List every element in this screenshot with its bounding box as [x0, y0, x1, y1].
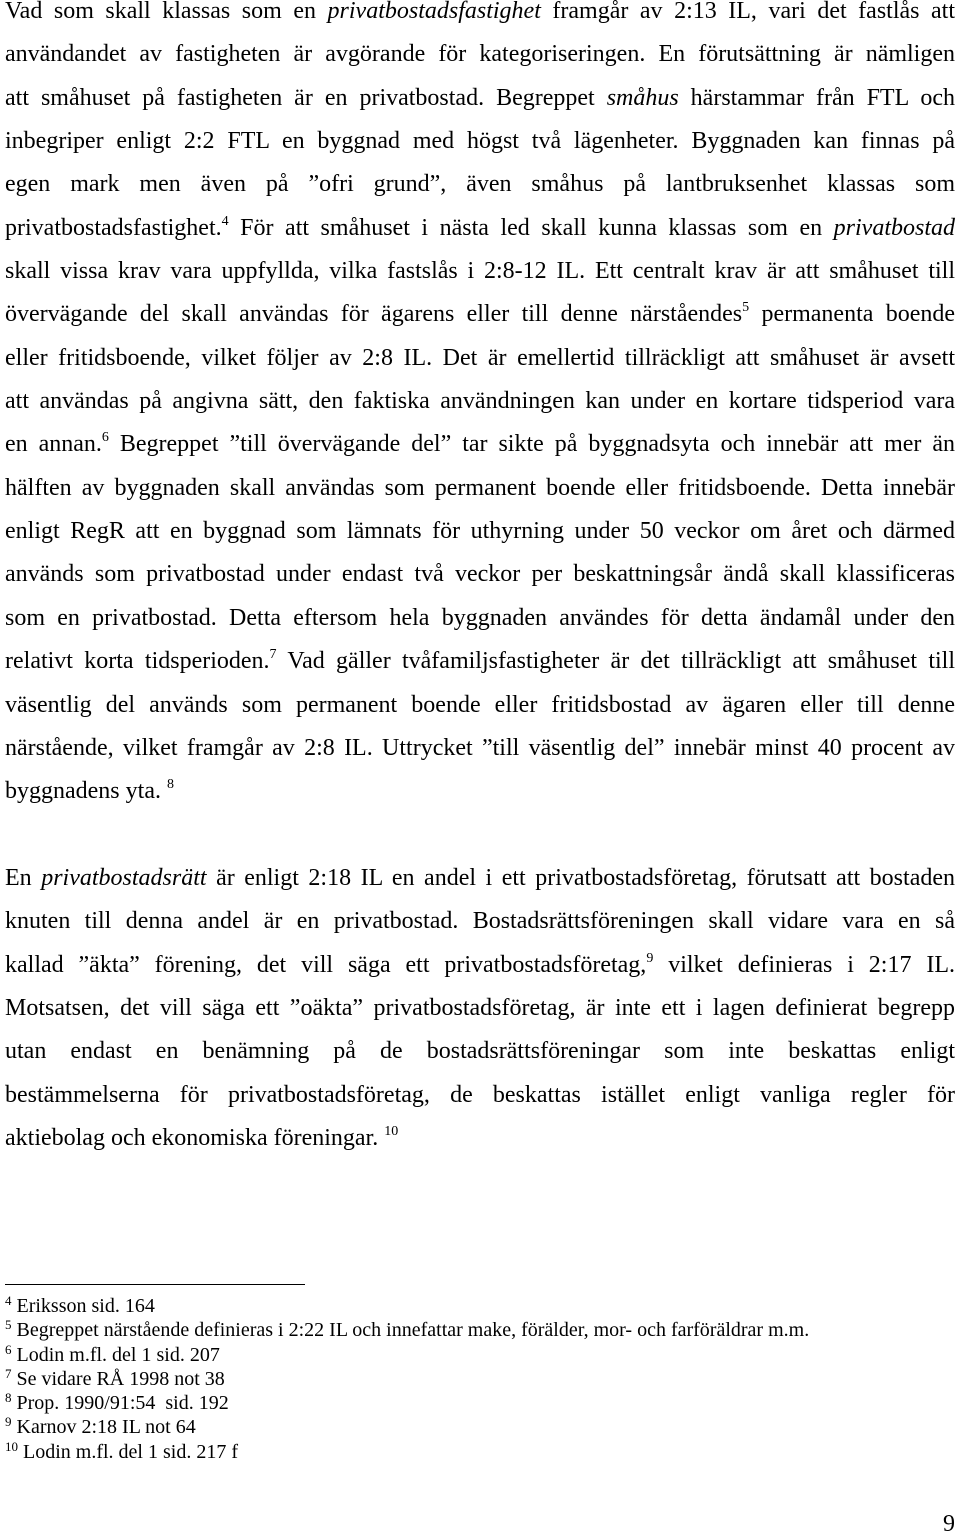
text-run: väsentlig del används som permanent boende eller fritidsbostad av ägaren eller till denne — [5, 691, 955, 718]
italic-term: småhus — [606, 84, 679, 111]
footnote-reference: 6 — [101, 430, 109, 446]
text-line — [5, 474, 955, 520]
text-line — [5, 777, 955, 823]
text-run: aktiebolag och ekonomiska föreningar. — [5, 1124, 385, 1151]
text-run: skall vissa krav vara uppfyllda, vilka fastslås i 2:8-12 IL. Ett centralt krav är att småhuset till — [5, 258, 955, 285]
text-run: en annan. — [5, 431, 102, 458]
text-run: För att småhuset i nästa led skall kunna klassas som en — [228, 214, 834, 241]
footnote-reference: 10 — [384, 1123, 399, 1139]
footnote-number: 7 — [5, 1365, 12, 1381]
text-line — [5, 300, 955, 346]
text-run: Begreppet ”till övervägande del” tar sikte på byggnadsyta och innebär att mer än — [108, 431, 955, 458]
text-line — [5, 950, 955, 997]
text-run: vilket definieras i 2:17 IL. — [653, 951, 955, 978]
footnote-reference: 9 — [646, 950, 654, 966]
body-paragraph — [5, 864, 955, 1170]
text-run: knuten till denna andel är en privatbostad. Bostadsrättsföreningen skall vidare vara en så — [5, 908, 955, 935]
text-line — [5, 1123, 955, 1170]
footnote-number: 8 — [5, 1390, 12, 1406]
text-line — [5, 910, 955, 953]
text-run: Vad gäller tvåfamiljsfastigheter är det tillräckligt att småhuset till — [276, 648, 956, 675]
footnote-text: Begreppet närstående definieras i 2:22 IL och innefattar make, förälder, mor- och farföräldrar m.m. — [16, 1319, 810, 1342]
text-run: En — [5, 864, 42, 891]
footnote-separator — [5, 1284, 305, 1285]
text-line — [5, 1081, 955, 1127]
footnote-number: 4 — [5, 1293, 12, 1308]
body-text — [5, 0, 955, 1170]
text-run: inbegriper enligt 2:2 FTL en byggnad med högst två lägenheter. Byggnaden kan finnas på — [5, 128, 955, 155]
text-line — [5, 994, 955, 1040]
text-run: användandet av fastigheten är avgörande för kategoriseringen. En förutsättning är nämligen — [5, 41, 955, 68]
text-run: att småhuset på fastigheten är en privatbostad. Begreppet — [5, 84, 607, 111]
text-run: används som privatbostad under endast två veckor per beskattningsår ändå skall klassificeras — [5, 561, 955, 588]
text-run: framgår av 2:13 IL, vari det fastlås att — [540, 0, 956, 24]
footnote-number: 5 — [5, 1317, 12, 1333]
footnote — [5, 1317, 955, 1344]
text-run: övervägande del skall användas för ägarens eller till denne närståendes — [5, 301, 743, 328]
text-run: Motsatsen, det vill säga ett ”oäkta” privatbostadsföretag, är inte ett i lagen definierat begrepp — [5, 994, 955, 1021]
footnote-text: Eriksson sid. 164 — [16, 1295, 155, 1317]
text-run: eller fritidsboende, vilket följer av 2:8 IL. Det är emellertid tillräckligt att småhuset är avsett — [5, 344, 955, 371]
italic-term: privatbostad — [833, 214, 955, 241]
text-line — [5, 604, 955, 650]
footnote — [5, 1365, 955, 1393]
text-run: härstammar från FTL och — [678, 84, 955, 111]
text-run: relativt korta tidsperioden. — [5, 648, 270, 675]
footnote-number: 6 — [5, 1341, 12, 1357]
italic-term: privatbostadsfastighet — [327, 0, 541, 24]
text-line — [5, 260, 955, 303]
text-line — [5, 864, 955, 910]
footnote-number: 9 — [5, 1414, 12, 1430]
footnote — [5, 1414, 955, 1441]
text-run: att användas på angivna sätt, den faktiska användningen kan under en kortare tidsperiod vara — [5, 388, 955, 415]
text-line — [5, 43, 955, 86]
text-run: egen mark men även på ”ofri grund”, även småhus på lantbruksenhet klassas som — [5, 171, 955, 198]
footnote-text: Prop. 1990/91:54 sid. 192 — [16, 1392, 229, 1415]
text-run: är enligt 2:18 IL en andel i ett privatbostadsföretag, förutsatt att bostaden — [206, 864, 955, 891]
text-line — [5, 0, 955, 43]
text-line — [5, 520, 955, 563]
footnote — [5, 1341, 955, 1369]
text-line — [5, 344, 955, 390]
footnotes — [5, 1293, 955, 1466]
text-line — [5, 647, 956, 693]
text-line — [5, 173, 955, 216]
page-number: 9 — [943, 1511, 955, 1537]
text-line — [5, 691, 955, 737]
text-run: utan endast en benämning på de bostadsrättsföreningar som inte beskattas enligt — [5, 1038, 955, 1065]
text-run: enligt RegR att en byggnad som lämnats för uthyrning under 50 veckor om året och därmed — [5, 518, 955, 545]
footnote-reference: 4 — [221, 213, 229, 229]
footnote-text: Lodin m.fl. del 1 sid. 217 f — [23, 1440, 238, 1463]
footnote-reference: 7 — [269, 647, 277, 663]
text-line — [5, 130, 955, 173]
text-line — [5, 390, 955, 433]
text-run: kallad ”äkta” förening, det vill säga ett privatbostadsföretag, — [5, 951, 647, 978]
footnote — [5, 1293, 955, 1320]
footnote-text: Lodin m.fl. del 1 sid. 207 — [16, 1343, 220, 1366]
text-line — [5, 563, 955, 606]
text-run: privatbostadsfastighet. — [5, 214, 222, 241]
footnote-reference: 8 — [166, 777, 174, 793]
footnote-text: Se vidare RÅ 1998 not 38 — [16, 1367, 225, 1390]
text-run: närstående, vilket framgår av 2:8 IL. Uttrycket ”till väsentlig del” innebär minst 40 procent av — [5, 734, 955, 761]
text-line — [5, 430, 955, 476]
text-line — [5, 1040, 955, 1083]
footnote — [5, 1438, 955, 1466]
footnote-text: Karnov 2:18 IL not 64 — [16, 1416, 196, 1439]
text-run: bestämmelserna för privatbostadsföretag, de beskattas istället enligt vanliga regler för — [5, 1081, 955, 1108]
text-run: hälften av byggnaden skall användas som permanent boende eller fritidsboende. Detta innebär — [5, 474, 955, 501]
body-paragraph — [5, 0, 955, 824]
footnote-number: 10 — [5, 1438, 18, 1454]
footnote-reference: 5 — [742, 300, 750, 316]
text-run: Vad som skall klassas som en — [5, 0, 328, 24]
text-line — [5, 213, 955, 260]
italic-term: privatbostadsrätt — [41, 864, 207, 891]
footnote — [5, 1390, 955, 1417]
text-line — [5, 84, 955, 130]
text-run: byggnadens yta. — [5, 778, 167, 805]
text-run: som en privatbostad. Detta eftersom hela byggnaden användes för detta ändamål under den — [5, 604, 955, 631]
text-run: permanenta boende — [749, 301, 955, 328]
text-line — [5, 734, 955, 780]
